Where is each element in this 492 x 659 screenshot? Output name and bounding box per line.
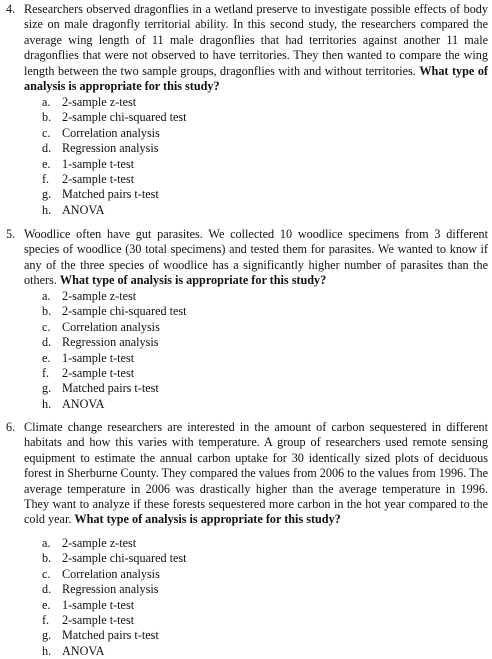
option-h[interactable]: h. ANOVA — [42, 643, 105, 658]
question-prompt: What type of analysis is appropriate for this study? — [74, 512, 341, 527]
option-c[interactable]: c. Correlation analysis — [42, 125, 160, 140]
option-g[interactable]: g. Matched pairs t-test — [42, 381, 159, 396]
option-f[interactable]: f. 2-sample t-test — [42, 365, 135, 380]
question-body: Climate change researchers are interested in the amount of carbon sequestered in different habitats and how this varies with temperature. A group of researchers used remote sensing equipment to estimate the annual carbon uptake for 30 identically sized plots of deciduous forest in Sherburne County. They compared the values from 2006 to the values from 1996. The average temperature in 2006 was drastically higher than the average temperature in 1996. They want to analyze if these forests sequestered more carbon in the hot year compared to the cold year. — [24, 420, 488, 527]
answer-options — [42, 536, 187, 659]
option-h[interactable]: h. ANOVA — [42, 202, 105, 217]
option-c[interactable]: c. Correlation analysis — [42, 319, 160, 334]
option-d[interactable]: d. Regression analysis — [42, 335, 159, 350]
question-number: 5. — [6, 227, 16, 241]
question-body: Woodlice often have gut parasites. We collected 10 woodlice specimens from 3 different species of woodlice (30 total specimens) and tested them for parasites. We wanted to know if any of the three species of woodlice has a significantly higher number of parasites than the others. — [24, 227, 488, 288]
option-a[interactable]: a. 2-sample z-test — [42, 289, 137, 303]
option-g[interactable]: g. Matched pairs t-test — [42, 187, 159, 202]
option-e[interactable]: e. 1-sample t-test — [42, 597, 135, 612]
option-b[interactable]: b. 2-sample chi-squared test — [42, 304, 187, 319]
option-h[interactable]: h. ANOVA — [42, 396, 105, 411]
option-f[interactable]: f. 2-sample t-test — [42, 171, 135, 186]
option-a[interactable]: a. 2-sample z-test — [42, 536, 137, 550]
option-a[interactable]: a. 2-sample z-test — [42, 95, 137, 109]
question-number: 4. — [6, 2, 16, 16]
option-b[interactable]: b. 2-sample chi-squared test — [42, 551, 187, 566]
option-d[interactable]: d. Regression analysis — [42, 141, 159, 156]
answer-options — [42, 95, 187, 218]
question-text — [24, 420, 488, 528]
question-prompt: What type of analysis is appropriate for this study? — [59, 273, 327, 288]
question-number: 6. — [6, 420, 16, 434]
answer-options — [42, 289, 187, 412]
question-text — [24, 2, 488, 94]
option-e[interactable]: e. 1-sample t-test — [42, 156, 135, 171]
question-text — [24, 227, 488, 289]
option-e[interactable]: e. 1-sample t-test — [42, 350, 135, 365]
option-d[interactable]: d. Regression analysis — [42, 582, 159, 597]
option-b[interactable]: b. 2-sample chi-squared test — [42, 110, 187, 125]
option-f[interactable]: f. 2-sample t-test — [42, 612, 135, 627]
question-prompt: What type of analysis is appropriate for this study? — [24, 63, 488, 94]
option-g[interactable]: g. Matched pairs t-test — [42, 628, 159, 643]
question-body: Researchers observed dragonflies in a wetland preserve to investigate possible effects of body size on male dragonfly territorial ability. In this second study, the researchers compared the average wing length of 11 male dragonflies that had territories against another 11 male dragonflies that were not observed to have territories. They then wanted to compare the wing length between the two sample groups, dragonflies with and without territories. — [24, 2, 488, 78]
option-c[interactable]: c. Correlation analysis — [42, 566, 160, 581]
